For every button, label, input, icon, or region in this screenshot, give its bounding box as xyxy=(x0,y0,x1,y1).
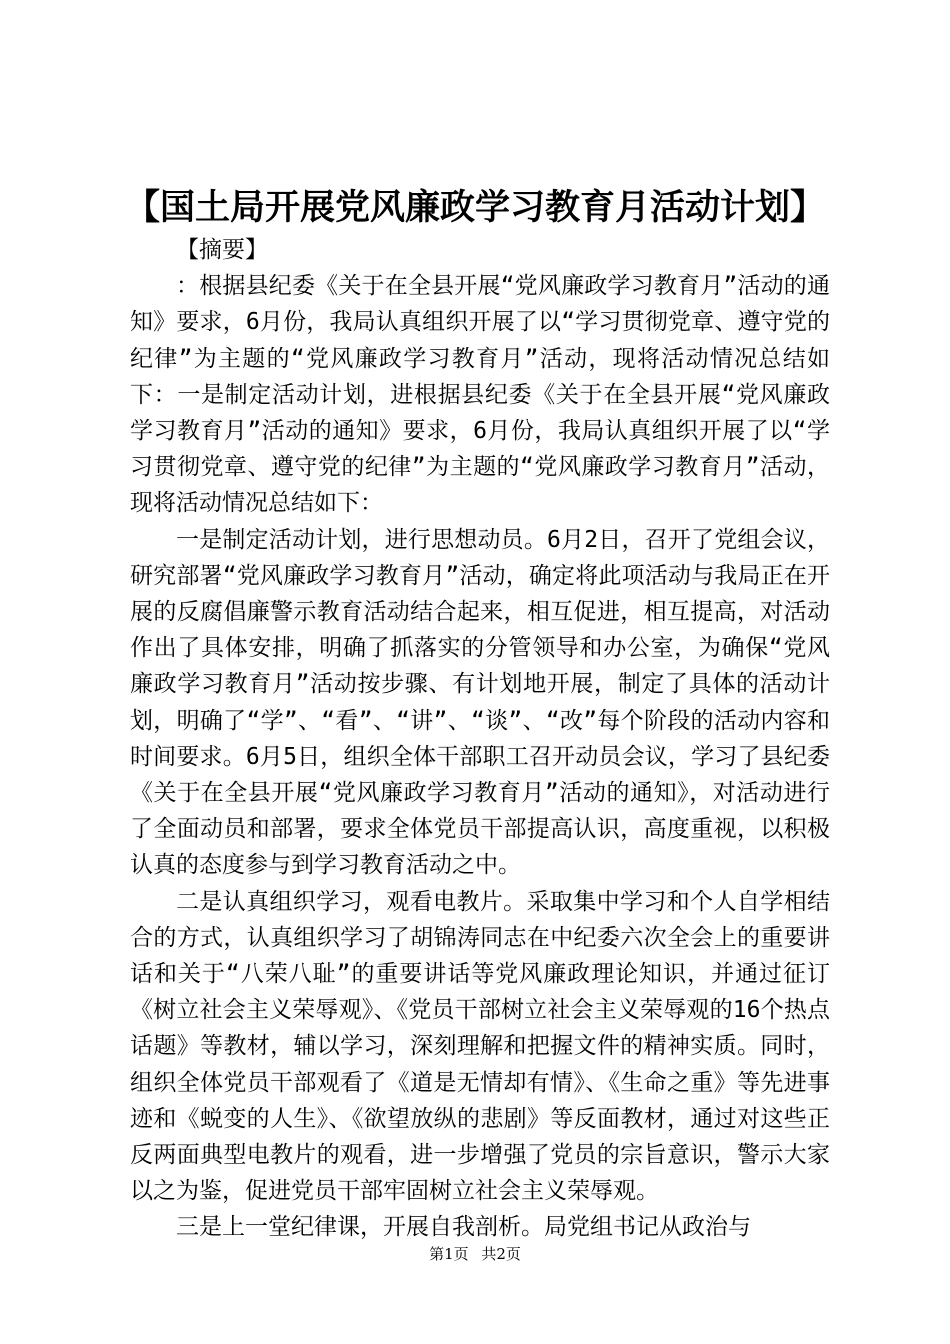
paragraph-abstract: ：根据县纪委《关于在全县开展“党风廉政学习教育月”活动的通知》要求，6月份，我局认真组织开展了以“学习贯彻党章、遵守党的纪律”为主题的“党风廉政学习教育月”活动，现将活动情况总结如下：一是制定活动计划，进根据县纪委《关于在全县开展“党风廉政学习教育月”活动的通知》要求，6月份，我局认真组织开展了以“学习贯彻党章、遵守党的纪律”为主题的“党风廉政学习教育月”活动，现将活动情况总结如下： xyxy=(130,273,830,517)
document-title: 【国土局开展党风廉政学习教育月活动计划】 xyxy=(124,187,825,228)
page-footer xyxy=(0,1244,950,1264)
paragraph-3: 三是上一堂纪律课，开展自我剖析。局党组书记从政治与 xyxy=(176,1214,751,1241)
page-number: 第1页 xyxy=(429,1245,469,1263)
paragraph-2: 二是认真组织学习，观看电教片。采取集中学习和个人自学相结合的方式，认真组织学习了胡锦涛同志在中纪委六次全会上的重要讲话和关于“八荣八耻”的重要讲话等党风廉政理论知识，并通过征订《树立社会主义荣辱观》、《党员干部树立社会主义荣辱观的16个热点话题》等教材，辅以学习，深刻理解和把握文件的精神实质。同时，组织全体党员干部观看了《道是无情却有情》、《生命之重》等先进事迹和《蜕变的人生》、《欲望放纵的悲剧》等反面教材，通过对这些正反两面典型电教片的观看，进一步增强了党员的宗旨意识，警示大家以之为鉴，促进党员干部牢固树立社会主义荣辱观。 xyxy=(130,888,830,1205)
document-body xyxy=(130,232,830,1246)
abstract-label: 【摘要】 xyxy=(176,237,268,263)
paragraph-1: 一是制定活动计划，进行思想动员。6月2日，召开了党组会议，研究部署“党风廉政学习教育月”活动，确定将此项活动与我局正在开展的反腐倡廉警示教育活动结合起来，相互促进，相互提高，对活动作出了具体安排，明确了抓落实的分管领导和办公室，为确保“党风廉政学习教育月”活动按步骤、有计划地开展，制定了具体的活动计划，明确了“学”、“看”、“讲”、“谈”、“改”每个阶段的活动内容和时间要求。6月5日，组织全体干部职工召开动员会议，学习了县纪委《关于在全县开展“党风廉政学习教育月”活动的通知》，对活动进行了全面动员和部署，要求全体党员干部提高认识，高度重视，以积极认真的态度参与到学习教育活动之中。 xyxy=(130,526,830,879)
page-total: 共2页 xyxy=(481,1245,521,1263)
